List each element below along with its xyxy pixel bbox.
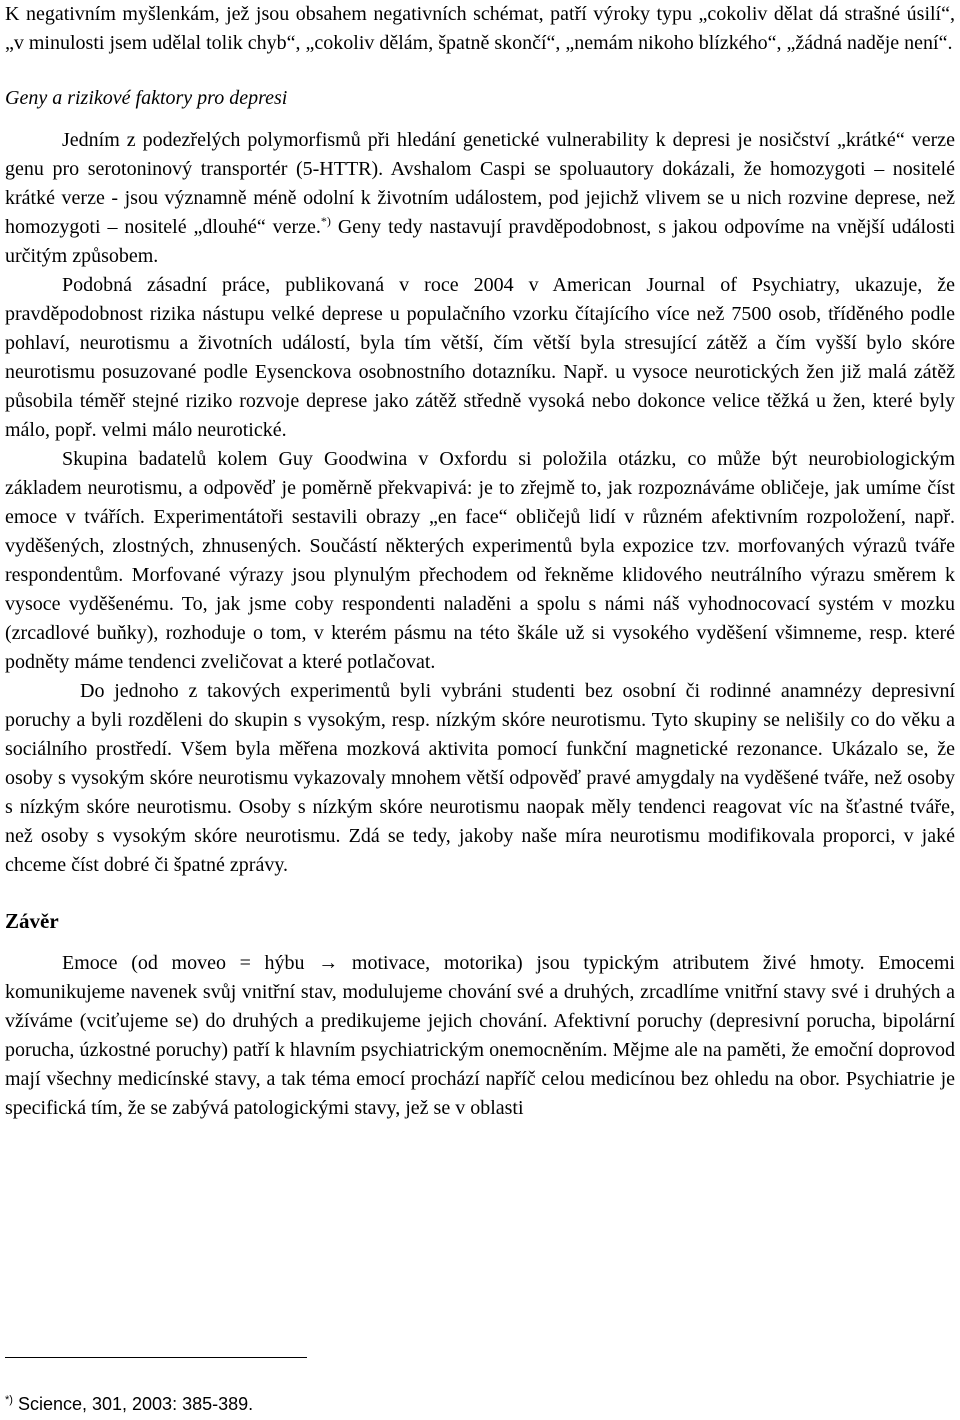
- conclusion-paragraph: Emoce (od moveo = hýbu → motivace, motorika) jsou typickým atributem živé hmoty. Emocemi komunikujeme navenek svůj vnitřní stav, modulujeme chování své a druhých, zrcadlíme vnitřní stavy své i druhých a vžíváme (vciťujeme se) do druhých a predikujeme jejich chování. Afektivní poruchy (depresivní porucha, bipolární porucha, úzkostné poruchy) patří k hlavním psychiatrickým onemocněním. Mějme ale na paměti, že emoční doprovod mají všechny medicínské stavy, a tak téma emocí prochází napříč celou medicínou bez ohledu na obor. Psychiatrie je specifická tím, že se zabývá patologickými stavy, jež se v oblasti: [5, 952, 955, 1119]
- paragraph-caspi: [5, 126, 955, 271]
- intro-paragraph: K negativním myšlenkám, jež jsou obsahem negativních schémat, patří výroky typu „cokoliv dělat dá strašné úsilí“, „v minulosti jsem udělal tolik chyb“, „cokoliv dělám, špatně skončí“, „nemám nikoho blízkého“, „žádná naděje není“.: [5, 3, 955, 54]
- section-heading-genes: Geny a rizikové faktory pro depresi: [5, 87, 288, 109]
- paragraph-caspi-text: Jedním z podezřelých polymorfismů při hledání genetické vulnerability k depresi je nosičství „krátké“ verze genu pro serotoninový transportér (5-HTTR). Avshalom Caspi se spoluautory dokázali, že homozygoti – nositelé krátké verze - jsou významně méně odolní k životním událostem, pod jejichž vlivem se u nich rozvine deprese, než homozygoti – nositelé „dlouhé“ verze.: [5, 129, 955, 238]
- footnote-text: Science, 301, 2003: 385-389.: [12, 1394, 254, 1414]
- footnote-mark: *): [5, 1394, 13, 1406]
- footnote-divider: [5, 1357, 307, 1358]
- footnote-reference: *): [320, 214, 331, 228]
- paragraph-caspi-text-end: Geny tedy nastavují pravděpodobnost, s jakou odpovíme na vnější události určitým způsobem.: [5, 216, 956, 267]
- conclusion-heading: Závěr: [5, 909, 59, 933]
- paragraph-experiment: Do jednoho z takových experimentů byli vybráni studenti bez osobní či rodinné anamnézy depresivní poruchy a byli rozděleni do skupin s vysokým, resp. nízkým skóre neurotismu. Tyto skupiny se nelišily co do věku a sociálního prostředí. Všem byla měřena mozková aktivita pomocí funkční magnetické rezonance. Ukázalo se, že osoby s vysokým skóre neurotismu vykazovaly mnohem větší odpověď pravé amygdaly na vyděšené tváře, než osoby s nízkým skóre neurotismu. Osoby s nízkým skóre neurotismu naopak měly tendenci reagovat víc na šťastné tváře, než osoby s vysokým skóre neurotismu. Zdá se tedy, jakoby naše míra neurotismu modifikovala proporci, v jaké chceme číst dobré či špatné zprávy.: [5, 680, 955, 876]
- document-page: [5, 0, 955, 1123]
- footnote: [5, 1392, 253, 1416]
- paragraph-ajp-study: Podobná zásadní práce, publikovaná v roce 2004 v American Journal of Psychiatry, ukazuje, že pravděpodobnost rizika nástupu velké deprese u populačního vzorku čítajícího více než 7500 osob, tříděného podle pohlaví, neurotismu a životních událostí, byla tím větší, čím větší byla stresující zátěž a čím vyšší bylo skóre neurotismu posuzované podle Eysenckova osobnostního dotazníku. Např. u vysoce neurotických žen již malá zátěž působila téměř stejné riziko rozvoje deprese jako zátěž středně vysoká nebo dokonce velice těžká u žen, které byly málo, popř. velmi málo neurotické.: [5, 274, 955, 441]
- paragraph-goodwin: Skupina badatelů kolem Guy Goodwina v Oxfordu si položila otázku, co může být neurobiologickým základem neurotismu, a odpověď je poměrně překvapivá: je to zřejmě to, jak rozpoznáváme obličeje, jak umíme číst emoce v tvářích. Experimentátoři sestavili obrazy „en face“ obličejů lidí v různém afektivním rozpoložení, např. vyděšených, zlostných, zhnusených. Součástí některých experimentů byla expozice tzv. morfovaných výrazů tváře respondentům. Morfované výrazy jsou plynulým přechodem od řekněme klidového neutrálního výrazu směrem k vysoce vyděšenému. To, jak jsme coby respondenti naladěni a spolu s námi náš vyhodnocovací systém v mozku (zrcadlové buňky), rozhoduje o tom, v kterém pásmu na této škále už si vysokého vyděšení všimneme, resp. které podněty máme tendenci zveličovat a které potlačovat.: [5, 448, 955, 673]
